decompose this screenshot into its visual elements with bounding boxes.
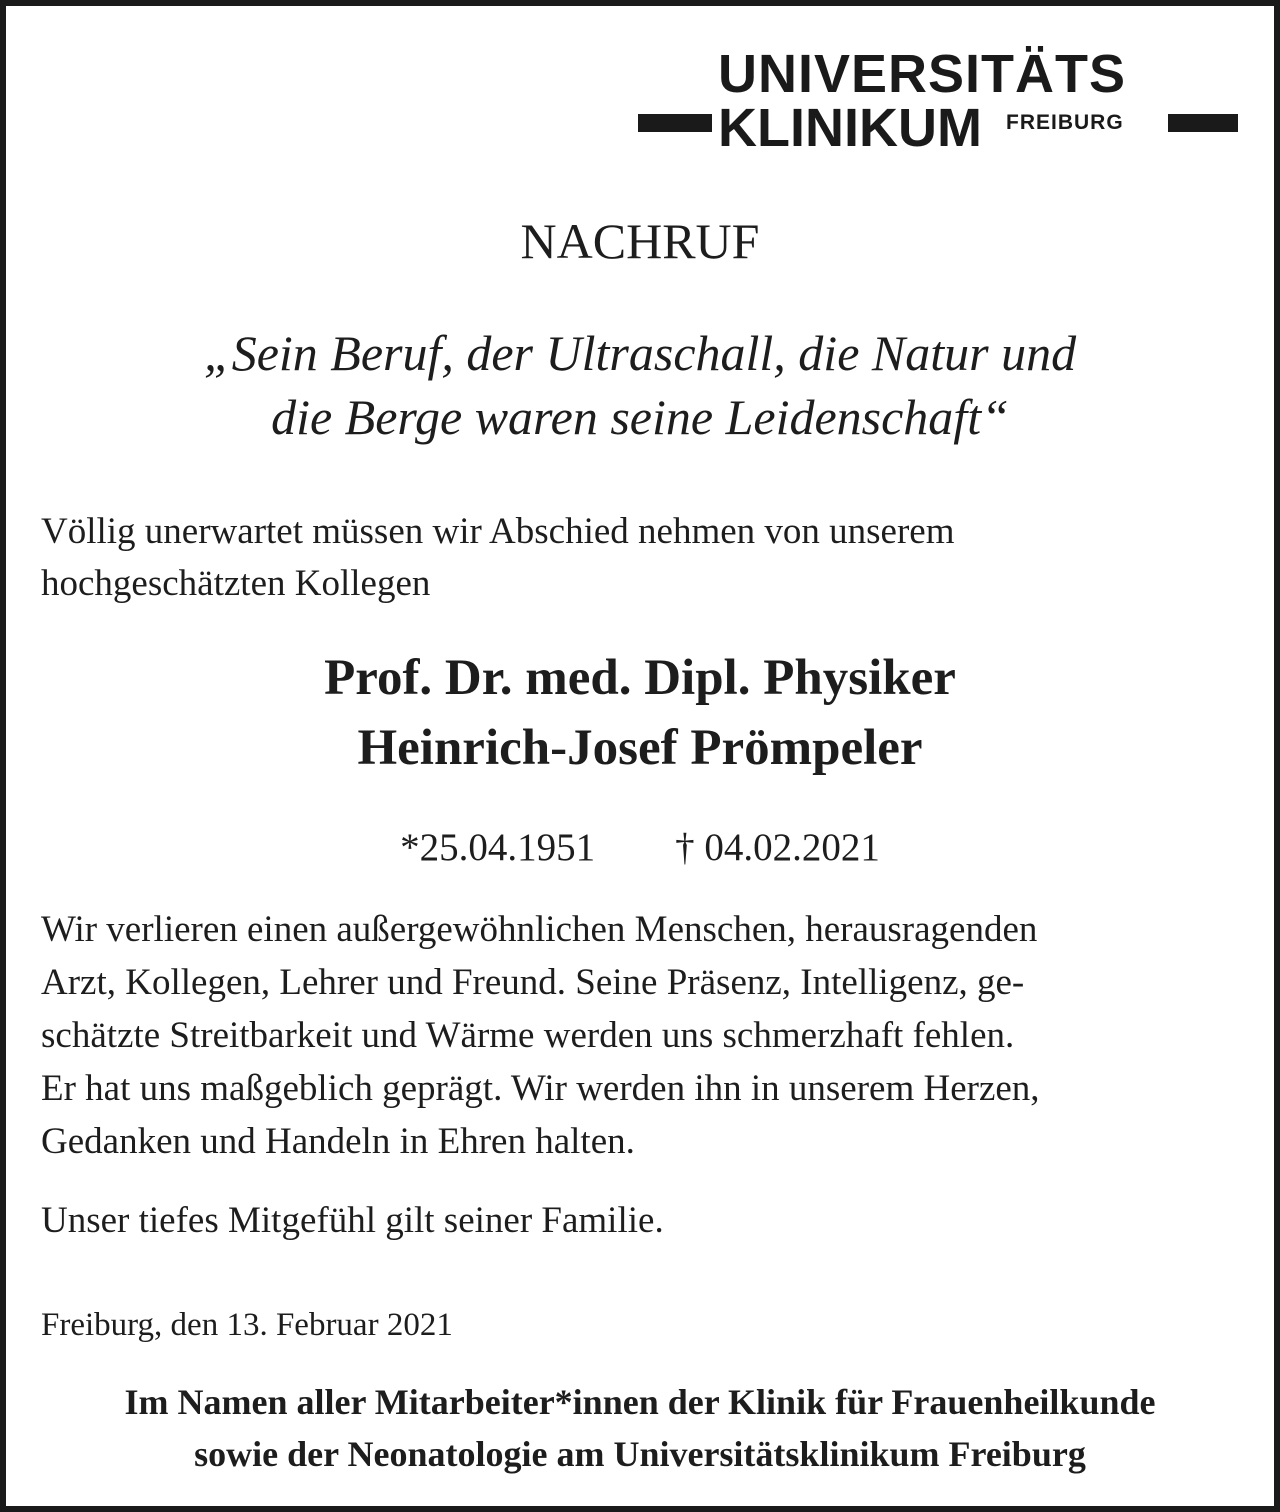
signature-block	[6, 1376, 1274, 1480]
tribute-paragraph	[41, 903, 1251, 1168]
condolence-line: Unser tiefes Mitgefühl gilt seiner Familie.	[41, 1200, 664, 1241]
logo-bar-left	[638, 114, 712, 132]
quote-line-2: die Berge waren seine Leidenschaft“	[271, 389, 1009, 445]
tribute-line: Gedanken und Handeln in Ehren halten.	[41, 1121, 635, 1162]
intro-paragraph	[41, 506, 1241, 610]
death-date: † 04.02.2021	[675, 826, 880, 869]
signature-line-1: Im Namen aller Mitarbeiter*innen der Klinik für Frauenheilkunde	[124, 1382, 1156, 1422]
logo-line-universitaets: UNIVERSITÄTS	[718, 44, 1127, 104]
life-dates	[6, 822, 1274, 874]
logo-line-klinikum: KLINIKUM	[718, 98, 982, 158]
tribute-line: Arzt, Kollegen, Lehrer und Freund. Seine Präsenz, Intelligenz, ge-	[41, 962, 1025, 1003]
quote-line-1: „Sein Beruf, der Ultraschall, die Natur und	[203, 325, 1077, 381]
deceased-title: Prof. Dr. med. Dipl. Physiker	[324, 650, 956, 706]
university-hospital-logo	[638, 46, 1238, 156]
deceased-name	[6, 643, 1274, 783]
tribute-line: Wir verlieren einen außergewöhnlichen Menschen, herausragenden	[41, 909, 1038, 950]
notice-heading: NACHRUF	[520, 213, 760, 269]
tribute-line: schätzte Streitbarkeit und Wärme werden uns schmerzhaft fehlen.	[41, 1015, 1015, 1056]
tribute-line: Er hat uns maßgeblich geprägt. Wir werden ihn in unserem Herzen,	[41, 1068, 1040, 1109]
intro-line-2: hochgeschätzten Kollegen	[41, 563, 431, 604]
place-and-date: Freiburg, den 13. Februar 2021	[41, 1307, 453, 1343]
memorial-quote	[6, 321, 1274, 449]
signature-line-2: sowie der Neonatologie am Universitätsklinikum Freiburg	[194, 1434, 1086, 1474]
logo-bar-right	[1168, 114, 1238, 132]
deceased-full-name: Heinrich-Josef Prömpeler	[357, 720, 923, 776]
birth-date: *25.04.1951	[400, 826, 596, 869]
intro-line-1: Völlig unerwartet müssen wir Abschied nehmen von unserem	[41, 511, 955, 552]
logo-city: FREIBURG	[1006, 111, 1124, 134]
